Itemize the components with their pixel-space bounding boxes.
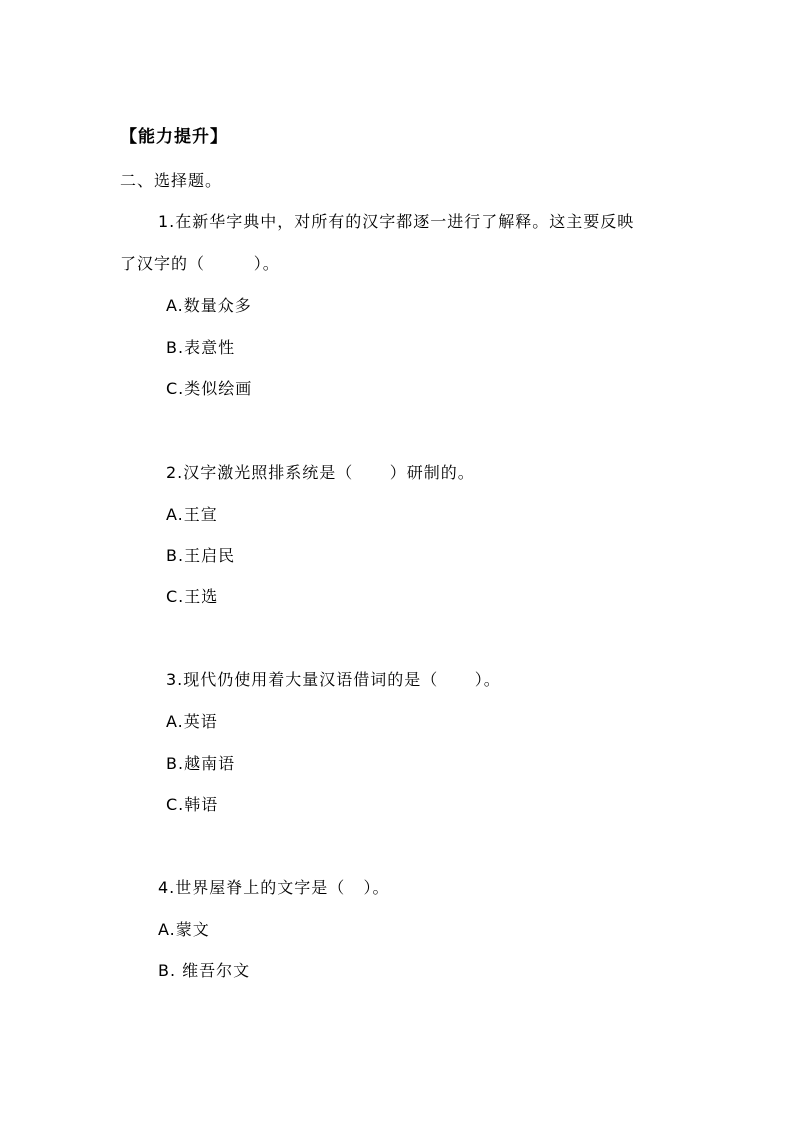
question-2-option-a: A.王宣 <box>166 505 218 524</box>
question-3-option-a: A.英语 <box>166 712 218 731</box>
question-1-stem-line-1: 1.在新华字典中，对所有的汉字都逐一进行了解释。这主要反映 <box>158 212 635 231</box>
question-1-stem-line-2: 了汉字的（ ）。 <box>120 254 280 273</box>
question-4-option-b: B. 维吾尔文 <box>158 961 251 980</box>
question-4-stem: 4.世界屋脊上的文字是（ ）。 <box>158 878 390 897</box>
question-3-option-b: B.越南语 <box>166 754 236 773</box>
heading: 【能力提升】 <box>120 127 228 147</box>
question-1-option-c: C.类似绘画 <box>166 379 253 398</box>
question-1-option-b: B.表意性 <box>166 338 236 357</box>
question-2-stem: 2.汉字激光照排系统是（ ）研制的。 <box>166 463 475 482</box>
question-4-option-a: A.蒙文 <box>158 920 210 939</box>
question-3-stem: 3.现代仍使用着大量汉语借词的是（ ）。 <box>166 670 501 689</box>
question-1-option-a: A.数量众多 <box>166 296 252 315</box>
question-2-option-b: B.王启民 <box>166 546 236 565</box>
question-3-option-c: C.韩语 <box>166 795 219 814</box>
section-title: 二、选择题。 <box>120 171 223 190</box>
question-2-option-c: C.王选 <box>166 587 219 606</box>
